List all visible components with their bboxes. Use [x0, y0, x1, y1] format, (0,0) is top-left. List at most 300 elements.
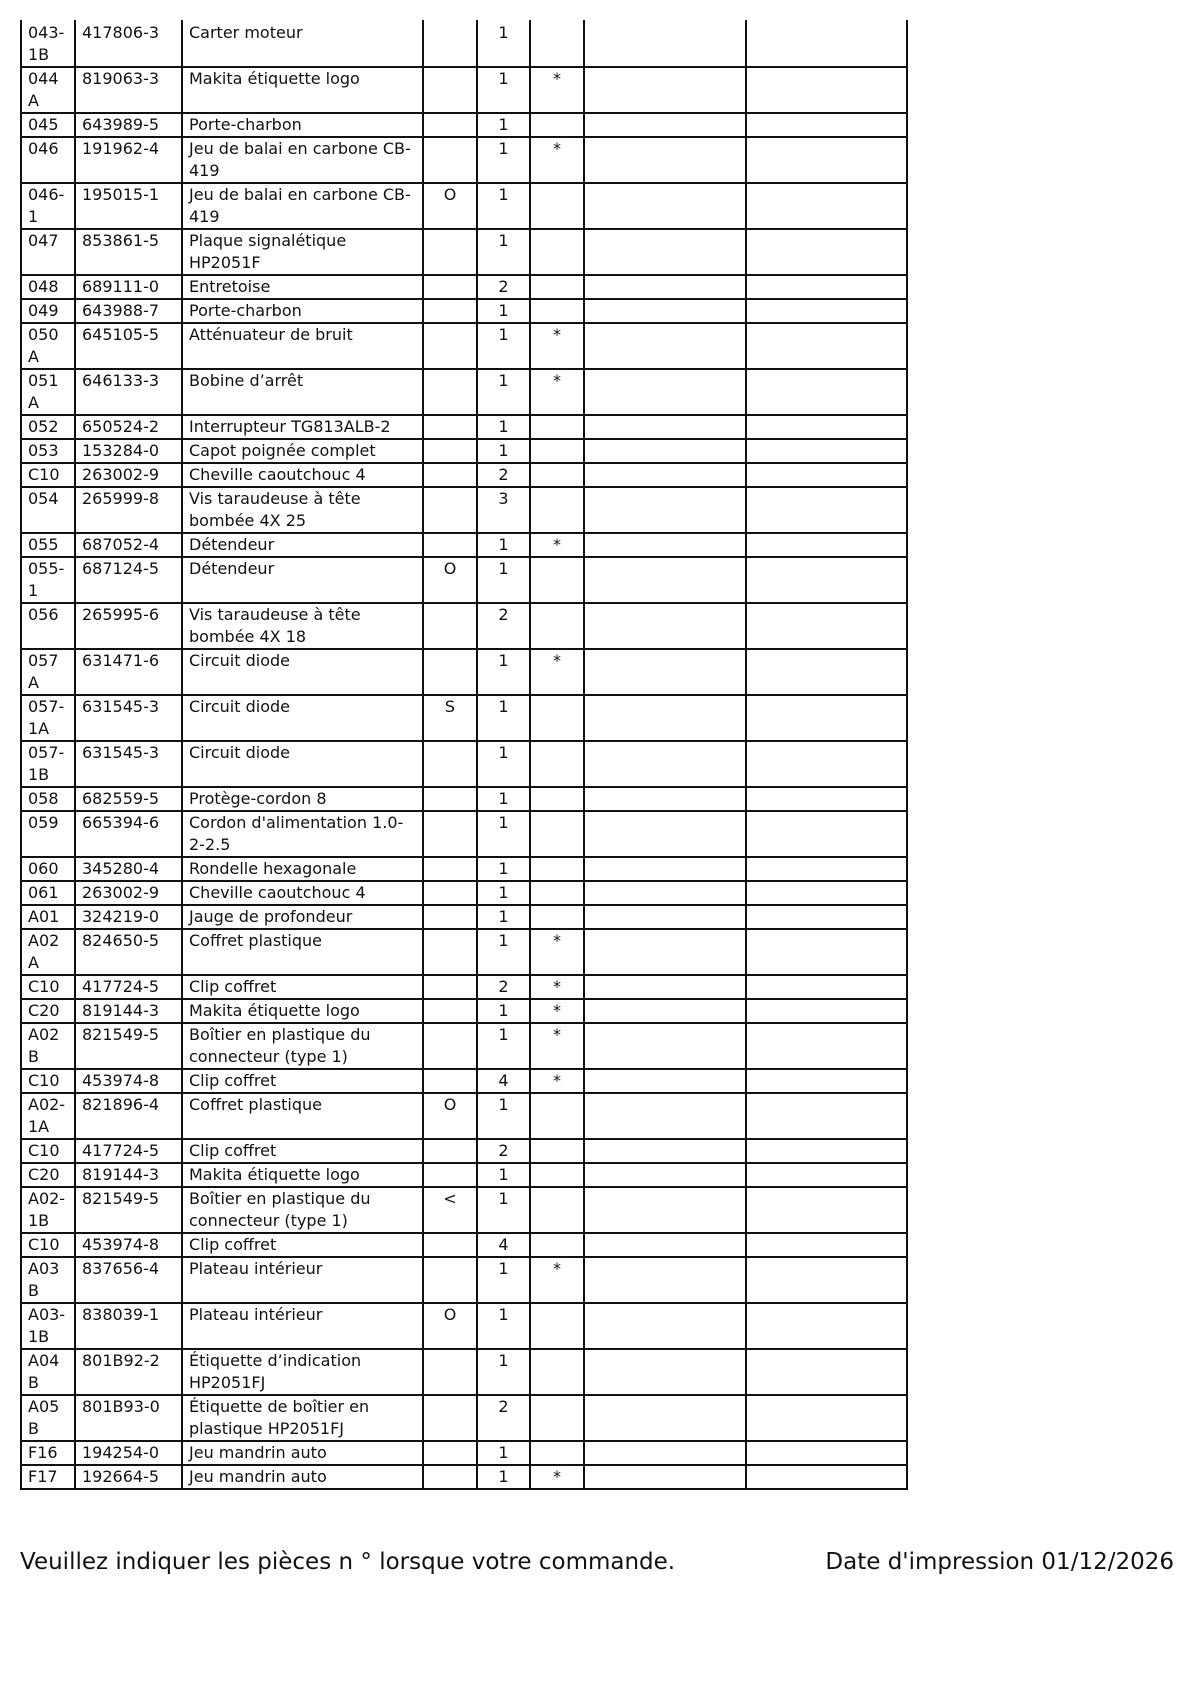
- ref-cell: A03B: [21, 1257, 75, 1303]
- quantity-cell: 1: [477, 811, 530, 857]
- blank-cell: [584, 649, 746, 695]
- description-cell: Interrupteur TG813ALB-2: [182, 415, 423, 439]
- ref-cell: 051A: [21, 369, 75, 415]
- part-number-cell: 801B92-2: [75, 1349, 182, 1395]
- parts-row: [21, 463, 907, 487]
- note-cell: [423, 369, 477, 415]
- note-cell: [423, 487, 477, 533]
- mark-cell: [530, 1139, 584, 1163]
- description-cell: Plateau intérieur: [182, 1303, 423, 1349]
- mark-cell: [530, 113, 584, 137]
- mark-cell: *: [530, 67, 584, 113]
- blank-cell: [584, 323, 746, 369]
- description-cell: Détendeur: [182, 557, 423, 603]
- part-number-cell: 192664-5: [75, 1465, 182, 1489]
- part-number-cell: 821896-4: [75, 1093, 182, 1139]
- parts-row: [21, 533, 907, 557]
- part-number-cell: 643989-5: [75, 113, 182, 137]
- ref-cell: A05B: [21, 1395, 75, 1441]
- part-number-cell: 194254-0: [75, 1441, 182, 1465]
- parts-row: [21, 1303, 907, 1349]
- ref-cell: 048: [21, 275, 75, 299]
- blank-cell: [584, 275, 746, 299]
- quantity-cell: 1: [477, 1093, 530, 1139]
- quantity-cell: 1: [477, 20, 530, 67]
- ref-cell: 043-1B: [21, 20, 75, 67]
- mark-cell: *: [530, 929, 584, 975]
- quantity-cell: 1: [477, 905, 530, 929]
- description-cell: Rondelle hexagonale: [182, 857, 423, 881]
- quantity-cell: 1: [477, 183, 530, 229]
- description-cell: Coffret plastique: [182, 1093, 423, 1139]
- quantity-cell: 1: [477, 881, 530, 905]
- blank-cell: [746, 905, 907, 929]
- part-number-cell: 821549-5: [75, 1023, 182, 1069]
- mark-cell: *: [530, 1465, 584, 1489]
- description-cell: Porte-charbon: [182, 113, 423, 137]
- mark-cell: *: [530, 533, 584, 557]
- parts-row: [21, 323, 907, 369]
- mark-cell: [530, 1303, 584, 1349]
- mark-cell: *: [530, 649, 584, 695]
- blank-cell: [746, 487, 907, 533]
- part-number-cell: 265999-8: [75, 487, 182, 533]
- ref-cell: A03-1B: [21, 1303, 75, 1349]
- blank-cell: [746, 1303, 907, 1349]
- note-cell: [423, 533, 477, 557]
- description-cell: Boîtier en plastique du connecteur (type 1): [182, 1187, 423, 1233]
- note-cell: [423, 323, 477, 369]
- blank-cell: [746, 857, 907, 881]
- blank-cell: [584, 999, 746, 1023]
- blank-cell: [584, 1163, 746, 1187]
- note-cell: [423, 975, 477, 999]
- description-cell: Cheville caoutchouc 4: [182, 463, 423, 487]
- parts-row: [21, 369, 907, 415]
- ref-cell: 057-1A: [21, 695, 75, 741]
- note-cell: [423, 113, 477, 137]
- blank-cell: [584, 811, 746, 857]
- parts-row: [21, 1023, 907, 1069]
- quantity-cell: 1: [477, 533, 530, 557]
- note-cell: [423, 137, 477, 183]
- parts-row: [21, 649, 907, 695]
- note-cell: O: [423, 183, 477, 229]
- blank-cell: [746, 275, 907, 299]
- quantity-cell: 1: [477, 1257, 530, 1303]
- part-number-cell: 687052-4: [75, 533, 182, 557]
- quantity-cell: 1: [477, 137, 530, 183]
- note-cell: [423, 811, 477, 857]
- blank-cell: [584, 487, 746, 533]
- mark-cell: [530, 229, 584, 275]
- ref-cell: 054: [21, 487, 75, 533]
- blank-cell: [746, 113, 907, 137]
- blank-cell: [584, 1257, 746, 1303]
- quantity-cell: 1: [477, 557, 530, 603]
- note-cell: [423, 439, 477, 463]
- order-instruction-note: Veuillez indiquer les pièces n ° lorsque votre commande.: [20, 1549, 676, 1575]
- part-number-cell: 417806-3: [75, 20, 182, 67]
- ref-cell: 056: [21, 603, 75, 649]
- quantity-cell: 1: [477, 439, 530, 463]
- note-cell: [423, 603, 477, 649]
- blank-cell: [584, 415, 746, 439]
- blank-cell: [746, 695, 907, 741]
- note-cell: [423, 67, 477, 113]
- part-number-cell: 824650-5: [75, 929, 182, 975]
- parts-row: [21, 1395, 907, 1441]
- blank-cell: [746, 649, 907, 695]
- quantity-cell: 2: [477, 1395, 530, 1441]
- blank-cell: [746, 67, 907, 113]
- blank-cell: [746, 1395, 907, 1441]
- part-number-cell: 153284-0: [75, 439, 182, 463]
- description-cell: Clip coffret: [182, 975, 423, 999]
- description-cell: Étiquette de boîtier en plastique HP2051FJ: [182, 1395, 423, 1441]
- part-number-cell: 417724-5: [75, 975, 182, 999]
- quantity-cell: 2: [477, 1139, 530, 1163]
- blank-cell: [584, 603, 746, 649]
- note-cell: S: [423, 695, 477, 741]
- parts-row: [21, 1349, 907, 1395]
- part-number-cell: 819063-3: [75, 67, 182, 113]
- description-cell: Vis taraudeuse à tête bombée 4X 25: [182, 487, 423, 533]
- part-number-cell: 643988-7: [75, 299, 182, 323]
- parts-row: [21, 975, 907, 999]
- part-number-cell: 265995-6: [75, 603, 182, 649]
- blank-cell: [746, 1441, 907, 1465]
- blank-cell: [746, 999, 907, 1023]
- quantity-cell: 1: [477, 415, 530, 439]
- mark-cell: *: [530, 1069, 584, 1093]
- note-cell: [423, 1163, 477, 1187]
- note-cell: [423, 1069, 477, 1093]
- description-cell: Coffret plastique: [182, 929, 423, 975]
- note-cell: [423, 275, 477, 299]
- blank-cell: [584, 137, 746, 183]
- ref-cell: 047: [21, 229, 75, 275]
- ref-cell: 057A: [21, 649, 75, 695]
- mark-cell: [530, 463, 584, 487]
- quantity-cell: 1: [477, 369, 530, 415]
- part-number-cell: 838039-1: [75, 1303, 182, 1349]
- mark-cell: *: [530, 999, 584, 1023]
- blank-cell: [746, 1233, 907, 1257]
- blank-cell: [584, 929, 746, 975]
- part-number-cell: 819144-3: [75, 999, 182, 1023]
- blank-cell: [746, 787, 907, 811]
- blank-cell: [584, 369, 746, 415]
- quantity-cell: 1: [477, 1187, 530, 1233]
- blank-cell: [746, 1023, 907, 1069]
- blank-cell: [746, 603, 907, 649]
- mark-cell: [530, 415, 584, 439]
- parts-row: [21, 881, 907, 905]
- mark-cell: [530, 787, 584, 811]
- blank-cell: [746, 463, 907, 487]
- blank-cell: [746, 1465, 907, 1489]
- quantity-cell: 1: [477, 1163, 530, 1187]
- parts-row: [21, 557, 907, 603]
- parts-row: [21, 787, 907, 811]
- quantity-cell: 2: [477, 463, 530, 487]
- part-number-cell: 417724-5: [75, 1139, 182, 1163]
- blank-cell: [746, 1139, 907, 1163]
- mark-cell: *: [530, 975, 584, 999]
- ref-cell: A04B: [21, 1349, 75, 1395]
- parts-row: [21, 811, 907, 857]
- note-cell: <: [423, 1187, 477, 1233]
- parts-row: [21, 999, 907, 1023]
- quantity-cell: 1: [477, 929, 530, 975]
- quantity-cell: 4: [477, 1233, 530, 1257]
- blank-cell: [584, 1395, 746, 1441]
- mark-cell: [530, 881, 584, 905]
- blank-cell: [746, 1163, 907, 1187]
- part-number-cell: 263002-9: [75, 881, 182, 905]
- mark-cell: *: [530, 1257, 584, 1303]
- ref-cell: 058: [21, 787, 75, 811]
- mark-cell: [530, 1441, 584, 1465]
- blank-cell: [746, 183, 907, 229]
- note-cell: [423, 1395, 477, 1441]
- quantity-cell: 1: [477, 1023, 530, 1069]
- mark-cell: [530, 1163, 584, 1187]
- part-number-cell: 801B93-0: [75, 1395, 182, 1441]
- blank-cell: [746, 1069, 907, 1093]
- quantity-cell: 1: [477, 857, 530, 881]
- parts-row: [21, 1187, 907, 1233]
- blank-cell: [584, 1093, 746, 1139]
- blank-cell: [584, 1303, 746, 1349]
- part-number-cell: 631545-3: [75, 741, 182, 787]
- ref-cell: A01: [21, 905, 75, 929]
- parts-row: [21, 415, 907, 439]
- ref-cell: 061: [21, 881, 75, 905]
- ref-cell: C20: [21, 1163, 75, 1187]
- quantity-cell: 2: [477, 275, 530, 299]
- quantity-cell: 1: [477, 787, 530, 811]
- parts-row: [21, 1441, 907, 1465]
- quantity-cell: 2: [477, 975, 530, 999]
- note-cell: [423, 1023, 477, 1069]
- blank-cell: [584, 1139, 746, 1163]
- note-cell: O: [423, 1303, 477, 1349]
- blank-cell: [584, 1441, 746, 1465]
- description-cell: Clip coffret: [182, 1069, 423, 1093]
- mark-cell: [530, 1187, 584, 1233]
- note-cell: [423, 20, 477, 67]
- mark-cell: [530, 439, 584, 463]
- description-cell: Makita étiquette logo: [182, 999, 423, 1023]
- note-cell: [423, 1257, 477, 1303]
- mark-cell: [530, 1395, 584, 1441]
- mark-cell: [530, 1093, 584, 1139]
- quantity-cell: 1: [477, 1441, 530, 1465]
- ref-cell: C10: [21, 1069, 75, 1093]
- blank-cell: [746, 137, 907, 183]
- mark-cell: [530, 557, 584, 603]
- parts-table: [20, 20, 908, 1490]
- blank-cell: [584, 787, 746, 811]
- part-number-cell: 646133-3: [75, 369, 182, 415]
- parts-row: [21, 603, 907, 649]
- parts-row: [21, 487, 907, 533]
- part-number-cell: 853861-5: [75, 229, 182, 275]
- blank-cell: [584, 1349, 746, 1395]
- blank-cell: [584, 1023, 746, 1069]
- quantity-cell: 1: [477, 741, 530, 787]
- parts-row: [21, 1069, 907, 1093]
- description-cell: Carter moteur: [182, 20, 423, 67]
- blank-cell: [584, 1187, 746, 1233]
- blank-cell: [584, 183, 746, 229]
- part-number-cell: 453974-8: [75, 1233, 182, 1257]
- quantity-cell: 1: [477, 299, 530, 323]
- description-cell: Détendeur: [182, 533, 423, 557]
- part-number-cell: 687124-5: [75, 557, 182, 603]
- note-cell: [423, 1233, 477, 1257]
- blank-cell: [584, 439, 746, 463]
- part-number-cell: 195015-1: [75, 183, 182, 229]
- mark-cell: [530, 857, 584, 881]
- blank-cell: [746, 1349, 907, 1395]
- note-cell: [423, 1465, 477, 1489]
- description-cell: Atténuateur de bruit: [182, 323, 423, 369]
- ref-cell: 046: [21, 137, 75, 183]
- blank-cell: [584, 1465, 746, 1489]
- ref-cell: C10: [21, 1233, 75, 1257]
- ref-cell: 044A: [21, 67, 75, 113]
- part-number-cell: 324219-0: [75, 905, 182, 929]
- description-cell: Bobine d’arrêt: [182, 369, 423, 415]
- mark-cell: [530, 603, 584, 649]
- quantity-cell: 1: [477, 695, 530, 741]
- ref-cell: 050A: [21, 323, 75, 369]
- quantity-cell: 3: [477, 487, 530, 533]
- mark-cell: [530, 695, 584, 741]
- parts-row: [21, 183, 907, 229]
- blank-cell: [746, 299, 907, 323]
- note-cell: [423, 299, 477, 323]
- note-cell: [423, 787, 477, 811]
- description-cell: Jeu mandrin auto: [182, 1465, 423, 1489]
- description-cell: Circuit diode: [182, 741, 423, 787]
- blank-cell: [746, 881, 907, 905]
- parts-row: [21, 857, 907, 881]
- quantity-cell: 1: [477, 229, 530, 275]
- ref-cell: F16: [21, 1441, 75, 1465]
- ref-cell: 046-1: [21, 183, 75, 229]
- note-cell: [423, 415, 477, 439]
- blank-cell: [584, 299, 746, 323]
- parts-row: [21, 929, 907, 975]
- note-cell: [423, 741, 477, 787]
- ref-cell: 057-1B: [21, 741, 75, 787]
- note-cell: [423, 649, 477, 695]
- quantity-cell: 1: [477, 1465, 530, 1489]
- part-number-cell: 191962-4: [75, 137, 182, 183]
- blank-cell: [746, 439, 907, 463]
- part-number-cell: 345280-4: [75, 857, 182, 881]
- parts-row: [21, 905, 907, 929]
- note-cell: [423, 881, 477, 905]
- ref-cell: 055-1: [21, 557, 75, 603]
- parts-row: [21, 113, 907, 137]
- blank-cell: [584, 533, 746, 557]
- part-number-cell: 665394-6: [75, 811, 182, 857]
- mark-cell: [530, 905, 584, 929]
- note-cell: [423, 463, 477, 487]
- part-number-cell: 650524-2: [75, 415, 182, 439]
- ref-cell: A02A: [21, 929, 75, 975]
- ref-cell: 059: [21, 811, 75, 857]
- mark-cell: [530, 1233, 584, 1257]
- description-cell: Makita étiquette logo: [182, 1163, 423, 1187]
- description-cell: Jeu mandrin auto: [182, 1441, 423, 1465]
- mark-cell: [530, 275, 584, 299]
- part-number-cell: 631545-3: [75, 695, 182, 741]
- blank-cell: [584, 463, 746, 487]
- part-number-cell: 689111-0: [75, 275, 182, 299]
- part-number-cell: 837656-4: [75, 1257, 182, 1303]
- description-cell: Vis taraudeuse à tête bombée 4X 18: [182, 603, 423, 649]
- description-cell: Cheville caoutchouc 4: [182, 881, 423, 905]
- ref-cell: C10: [21, 1139, 75, 1163]
- parts-row: [21, 299, 907, 323]
- part-number-cell: 645105-5: [75, 323, 182, 369]
- mark-cell: *: [530, 137, 584, 183]
- blank-cell: [746, 975, 907, 999]
- parts-row: [21, 137, 907, 183]
- mark-cell: [530, 811, 584, 857]
- blank-cell: [746, 20, 907, 67]
- part-number-cell: 821549-5: [75, 1187, 182, 1233]
- ref-cell: 045: [21, 113, 75, 137]
- mark-cell: [530, 183, 584, 229]
- blank-cell: [584, 905, 746, 929]
- mark-cell: *: [530, 323, 584, 369]
- quantity-cell: 1: [477, 323, 530, 369]
- note-cell: O: [423, 557, 477, 603]
- quantity-cell: 1: [477, 649, 530, 695]
- parts-row: [21, 1093, 907, 1139]
- quantity-cell: 1: [477, 1349, 530, 1395]
- ref-cell: A02B: [21, 1023, 75, 1069]
- description-cell: Circuit diode: [182, 649, 423, 695]
- note-cell: [423, 999, 477, 1023]
- quantity-cell: 4: [477, 1069, 530, 1093]
- parts-row: [21, 229, 907, 275]
- quantity-cell: 1: [477, 999, 530, 1023]
- blank-cell: [746, 557, 907, 603]
- ref-cell: C10: [21, 463, 75, 487]
- parts-row: [21, 741, 907, 787]
- mark-cell: *: [530, 1023, 584, 1069]
- parts-row: [21, 67, 907, 113]
- mark-cell: [530, 487, 584, 533]
- description-cell: Makita étiquette logo: [182, 67, 423, 113]
- parts-row: [21, 20, 907, 67]
- note-cell: [423, 1349, 477, 1395]
- blank-cell: [746, 415, 907, 439]
- description-cell: Protège-cordon 8: [182, 787, 423, 811]
- quantity-cell: 1: [477, 1303, 530, 1349]
- blank-cell: [584, 741, 746, 787]
- parts-row: [21, 1139, 907, 1163]
- description-cell: Circuit diode: [182, 695, 423, 741]
